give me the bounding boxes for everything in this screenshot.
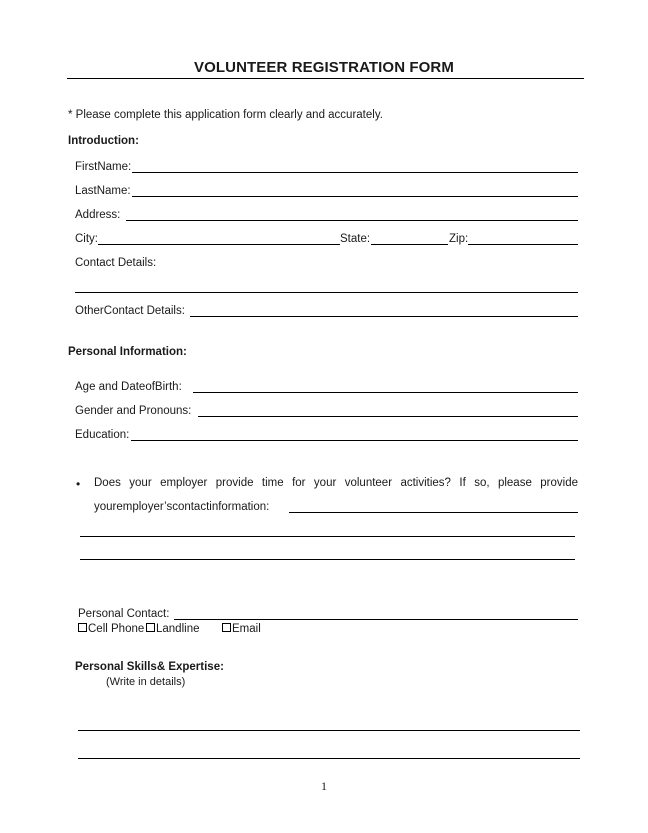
state-field[interactable] [371, 244, 448, 245]
age-dob-label: Age and DateofBirth: [75, 381, 182, 393]
personal-info-heading: Personal Information: [68, 346, 187, 358]
employer-contact-field[interactable] [289, 512, 578, 513]
title-divider [67, 78, 584, 79]
education-field[interactable] [131, 440, 578, 441]
contact-details-label: Contact Details: [75, 257, 157, 269]
address-field[interactable] [126, 220, 578, 221]
page-number: 1 [321, 779, 327, 793]
email-option[interactable] [222, 623, 261, 635]
zip-label: Zip: [449, 233, 469, 245]
other-contact-field[interactable] [190, 316, 578, 317]
age-dob-field[interactable] [193, 392, 578, 393]
employer-question-line1: Does your employer provide time for your volunteer activities? If so, please provide [94, 477, 578, 489]
education-label: Education: [75, 429, 130, 441]
other-contact-label: OtherContact Details: [75, 305, 185, 317]
cell-phone-option[interactable] [78, 623, 144, 635]
checkbox-icon[interactable] [78, 623, 87, 632]
bullet-icon: • [76, 477, 81, 491]
first-name-field[interactable] [132, 172, 578, 173]
address-label: Address: [75, 209, 121, 221]
checkbox-icon[interactable] [222, 623, 231, 632]
introduction-heading: Introduction: [68, 135, 139, 147]
skills-heading: Personal Skills& Expertise: [75, 661, 224, 673]
gender-field[interactable] [198, 416, 578, 417]
contact-details-field[interactable] [75, 292, 578, 293]
first-name-label: FirstName: [75, 161, 132, 173]
city-label: City: [75, 233, 98, 245]
gender-label: Gender and Pronouns: [75, 405, 192, 417]
employer-extra-line-1[interactable] [80, 536, 575, 537]
last-name-field[interactable] [132, 196, 578, 197]
state-label: State: [340, 233, 371, 245]
personal-contact-field[interactable] [174, 619, 578, 620]
city-field[interactable] [98, 244, 340, 245]
landline-option[interactable] [146, 623, 199, 635]
skills-line-1[interactable] [78, 730, 580, 731]
zip-field[interactable] [468, 244, 578, 245]
employer-question-line2: youremployer’scontactinformation: [94, 501, 270, 513]
cell-phone-label: Cell Phone [88, 623, 145, 635]
skills-note: (Write in details) [106, 676, 186, 688]
instruction-text: * Please complete this application form clearly and accurately. [68, 109, 383, 121]
last-name-label: LastName: [75, 185, 131, 197]
employer-extra-line-2[interactable] [80, 559, 575, 560]
landline-label: Landline [156, 623, 200, 635]
personal-contact-label: Personal Contact: [78, 608, 170, 620]
form-title: VOLUNTEER REGISTRATION FORM [194, 59, 454, 76]
skills-line-2[interactable] [78, 758, 580, 759]
checkbox-icon[interactable] [146, 623, 155, 632]
email-label: Email [232, 623, 261, 635]
